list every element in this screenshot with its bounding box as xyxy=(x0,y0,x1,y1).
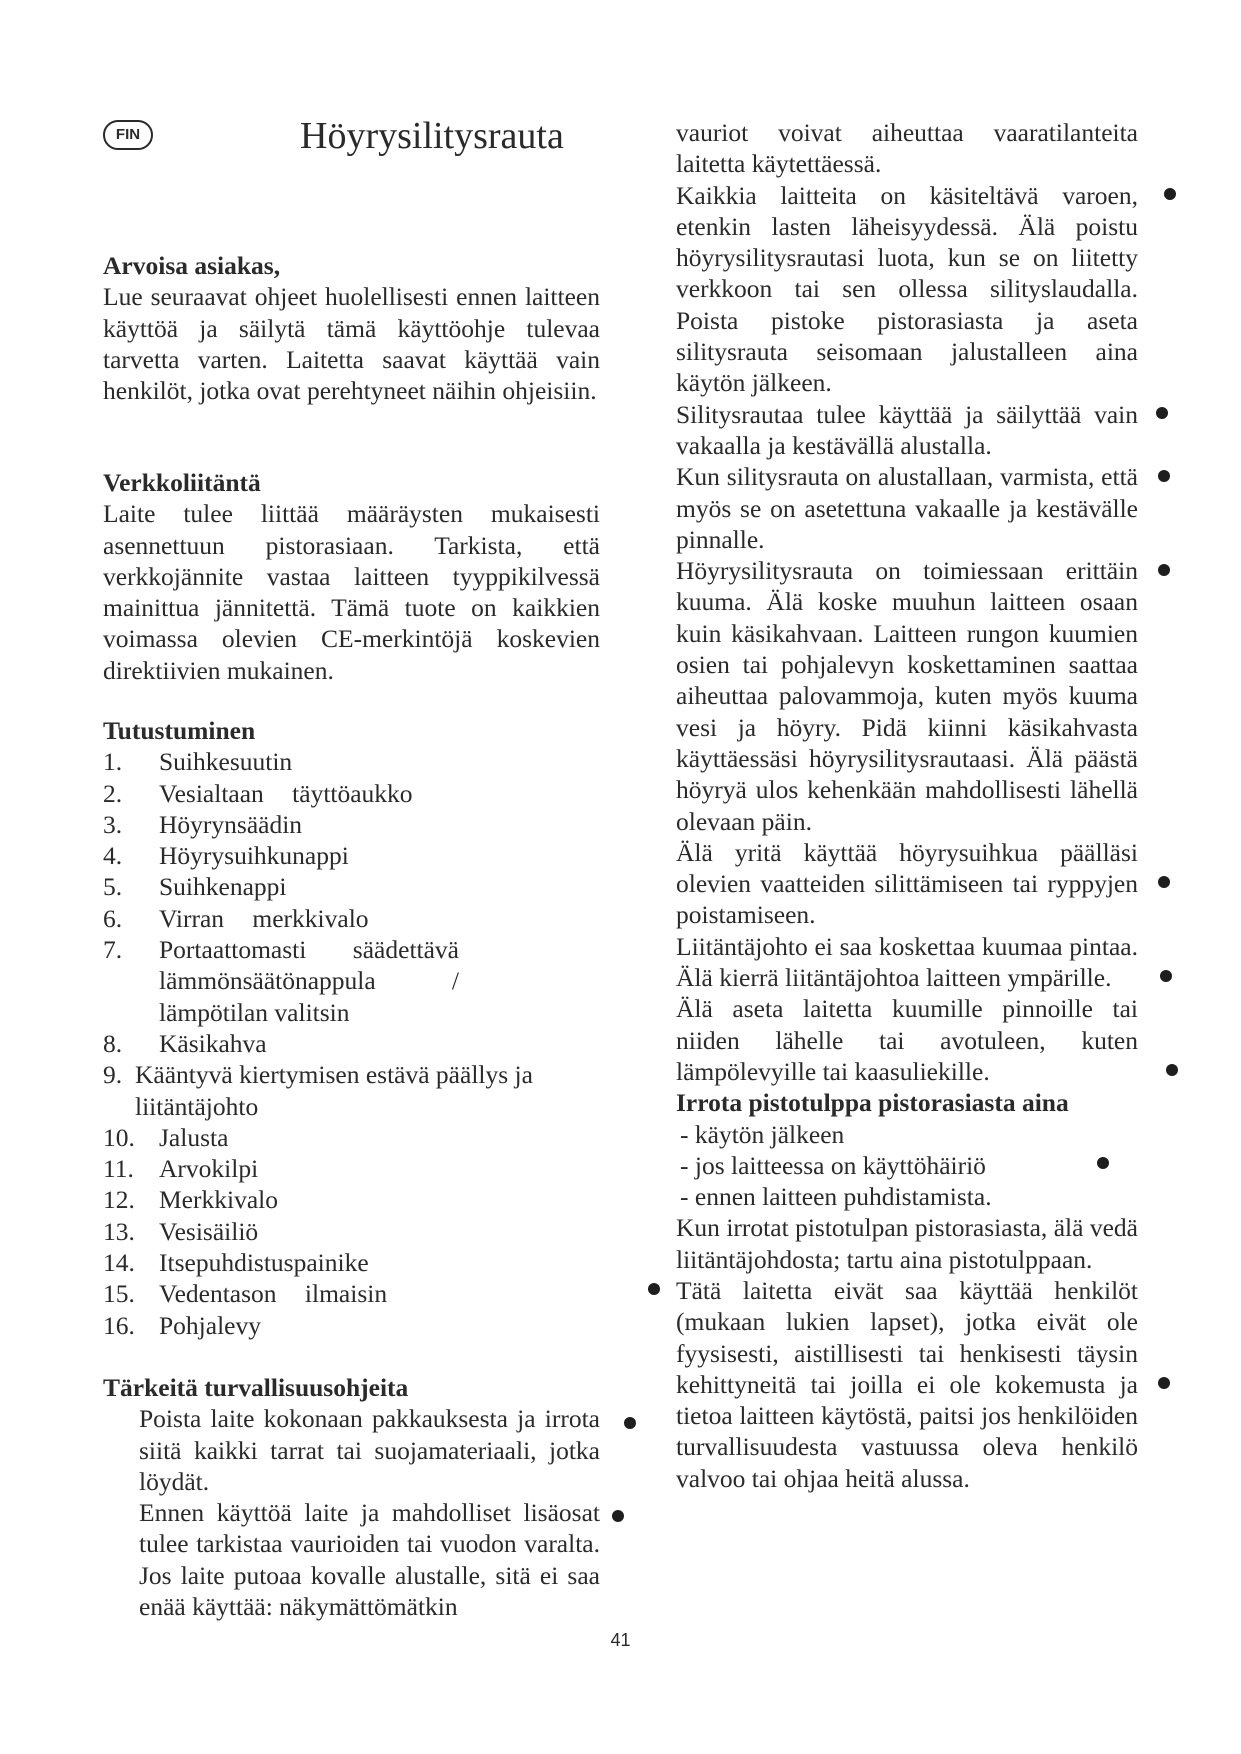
item-number: 10. xyxy=(103,1122,135,1152)
item-text: Höyrynsäädin xyxy=(159,809,303,839)
intro-heading: Arvoisa asiakas, xyxy=(103,251,281,280)
item-text: Höyrysuihkunappi xyxy=(159,841,349,871)
safety-item: Kun irrotat pistotulpan pistorasiasta, älä vedä liitäntäjohdosta; tartu aina pistotulppaan. xyxy=(676,1213,1138,1274)
item-text: käytön jälkeen xyxy=(694,1119,845,1149)
list-item xyxy=(103,746,600,777)
list-item xyxy=(103,903,600,934)
item-text: Jalusta xyxy=(159,1122,229,1152)
list-item xyxy=(103,934,459,1028)
safety-item: Tätä laitetta eivät saa käyttää henkilöt (mukaan lukien lapset), jotka eivät ole fyysisesti, aistillisesti tai henkisesti täysin kehittyneitä tai joilla ei ole kokemusta ja tietoa laitteen käytöstä, paitsi jos henkilöiden turvallisuudesta vastuussa oleva henkilö valvoo tai ohjaa heitä alussa. xyxy=(676,1275,1138,1493)
item-text: Virran merkkivalo xyxy=(159,903,369,933)
item-number: 3. xyxy=(103,809,123,839)
item-number: 8. xyxy=(103,1028,123,1058)
page-title: Höyrysilitysrauta xyxy=(300,115,564,157)
intro-text: Lue seuraavat ohjeet huolellisesti ennen laitteen käyttöä ja säilytä tämä käyttöohje tulevaa tarvetta varten. Laitetta saavat käyttää vain henkilöt, jotka ovat perehtyneet näihin ohjeisiin. xyxy=(103,282,600,406)
item-number: 7. xyxy=(103,935,123,965)
bullet-icon xyxy=(1158,564,1170,576)
item-text: Arvokilpi xyxy=(159,1154,259,1184)
item-number: 9. xyxy=(103,1060,123,1090)
list-item: - ennen laitteen puhdistamista. xyxy=(680,1182,992,1212)
mains-section xyxy=(103,467,600,686)
intro-section xyxy=(103,250,600,406)
item-text: Suihkesuutin xyxy=(159,747,293,777)
bullet-icon xyxy=(1158,470,1170,482)
item-text: ennen laitteen puhdistamista. xyxy=(694,1182,992,1212)
list-item xyxy=(103,1153,600,1184)
bullet-icon xyxy=(648,1283,660,1295)
list-item xyxy=(103,1184,600,1215)
unplug-heading: Irrota pistotulppa pistorasiasta aina xyxy=(676,1088,1069,1118)
item-number: 5. xyxy=(103,872,123,902)
item-number: 15. xyxy=(103,1279,135,1309)
mains-text: Laite tulee liittää määräysten mukaisesti asennettuun pistorasiaan. Tarkista, että verkkojännite vastaa laitteen tyyppikilvessä mainittua jännitettä. Tämä tuote on kaikkien voimassa olevien CE-merkintöjä koskevien direktiivien mukainen. xyxy=(103,499,600,685)
bullet-icon xyxy=(1158,1377,1170,1389)
item-number: 2. xyxy=(103,778,123,808)
item-text: Käsikahva xyxy=(159,1028,267,1058)
language-badge: FIN xyxy=(103,120,153,150)
item-number: 14. xyxy=(103,1248,135,1278)
item-text: Portaattomasti säädettävä lämmönsäätönappula / lämpötilan valitsin xyxy=(159,935,459,1027)
item-text: Merkkivalo xyxy=(159,1185,278,1215)
item-number: 13. xyxy=(103,1216,135,1246)
item-text: Vedentason ilmaisin xyxy=(159,1279,388,1309)
list-item xyxy=(103,840,600,871)
bullet-icon xyxy=(1160,970,1172,982)
item-number: 11. xyxy=(103,1154,134,1184)
parts-list xyxy=(103,746,600,1341)
item-text: jos laitteessa on käyttöhäiriö xyxy=(694,1150,986,1180)
item-number: 4. xyxy=(103,841,123,871)
page-number: 41 xyxy=(610,1630,631,1650)
list-item xyxy=(103,1247,600,1278)
item-number: 1. xyxy=(103,747,123,777)
list-item: - käytön jälkeen xyxy=(680,1119,845,1149)
bullet-icon xyxy=(1097,1157,1109,1169)
bullet-icon xyxy=(1166,1064,1178,1076)
safety-item: Kaikkia laitteita on käsiteltävä varoen, etenkin lasten läheisyydessä. Älä poistu höyrysilitysrautasi luota, kun se on liitetty verkkoon tai sen ollessa silityslaudalla. Poista pistoke pistorasiasta ja aseta silitysrauta seisomaan jalustalleen aina käytön jälkeen. xyxy=(676,180,1138,398)
bullet-icon xyxy=(1156,407,1168,419)
list-item xyxy=(103,1216,600,1247)
list-item xyxy=(103,809,600,840)
item-text: Itsepuhdistuspainike xyxy=(159,1248,369,1278)
safety-item: Liitäntäjohto ei saa koskettaa kuumaa pintaa. Älä kierrä liitäntäjohtoa laitteen ympärille. xyxy=(676,931,1138,993)
bullet-icon xyxy=(1164,188,1176,200)
list-item: - jos laitteessa on käyttöhäiriö xyxy=(680,1150,986,1180)
parts-section xyxy=(103,715,600,1341)
list-item xyxy=(103,1122,600,1153)
list-item xyxy=(103,778,600,809)
list-item xyxy=(103,1278,600,1309)
item-text: Vesialtaan täyttöaukko xyxy=(159,778,413,808)
safety-heading: Tärkeitä turvallisuusohjeita xyxy=(103,1373,409,1402)
bullet-icon xyxy=(1158,876,1170,888)
item-text: Pohjalevy xyxy=(159,1310,261,1340)
bullet-icon xyxy=(612,1510,624,1522)
list-item xyxy=(103,1059,600,1122)
safety-item: Älä aseta laitetta kuumille pinnoille tai niiden lähelle tai avotuleen, kuten lämpölevyille tai kaasuliekille. xyxy=(676,994,1138,1086)
list-item xyxy=(103,1310,600,1341)
parts-heading: Tutustuminen xyxy=(103,716,256,745)
safety-item: Poista laite kokonaan pakkauksesta ja irrota siitä kaikki tarrat tai suojamateriaali, jotka löydät. xyxy=(139,1404,600,1496)
item-number: 6. xyxy=(103,903,123,933)
safety-item: Ennen käyttöä laite ja mahdolliset lisäosat tulee tarkistaa vaurioiden tai vuodon varalta. Jos laite putoaa kovalle alustalle, sitä ei saa enää käyttää: näkymättömätkin xyxy=(139,1498,600,1622)
item-number: 16. xyxy=(103,1310,135,1340)
item-text: Kääntyvä kiertymisen estävä päällys ja liitäntäjohto xyxy=(135,1060,533,1121)
item-text: Suihkenappi xyxy=(159,872,287,902)
safety-item: Silitysrautaa tulee käyttää ja säilyttää vain vakaalla ja kestävällä alustalla. xyxy=(676,399,1138,460)
bullet-icon xyxy=(624,1417,636,1429)
safety-item: Höyrysilitysrauta on toimiessaan erittäin kuuma. Älä koske muuhun laitteen osaan kuin käsikahvaan. Laitteen rungon kuumien osien tai pohjalevyn koskettaminen saattaa aiheuttaa palovammoja, kuten myös kuuma vesi ja höyry. Pidä kiinni käsikahvasta käyttäessäsi höyrysilitysrautaasi. Älä päästä höyryä ulos kehenkään mahdollisesti lähellä olevaan päin. xyxy=(676,556,1138,836)
safety-item: Kun silitysrauta on alustallaan, varmista, että myös se on asetettuna vakaalle ja kestävälle pinnalle. xyxy=(676,462,1138,554)
safety-continuation: vauriot voivat aiheuttaa vaaratilanteita laitetta käytettäessä. xyxy=(676,118,1138,179)
list-item xyxy=(103,871,600,902)
item-text: Vesisäiliö xyxy=(159,1216,259,1246)
list-item xyxy=(103,1028,600,1059)
safety-section-left xyxy=(103,1372,600,1622)
safety-section-right xyxy=(676,117,1138,1494)
item-number: 12. xyxy=(103,1185,135,1215)
safety-item: Älä yritä käyttää höyrysuihkua päälläsi olevien vaatteiden silittämiseen tai ryppyjen poistamiseen. xyxy=(676,837,1138,930)
mains-heading: Verkkoliitäntä xyxy=(103,468,261,497)
unplug-list xyxy=(676,1119,1138,1213)
